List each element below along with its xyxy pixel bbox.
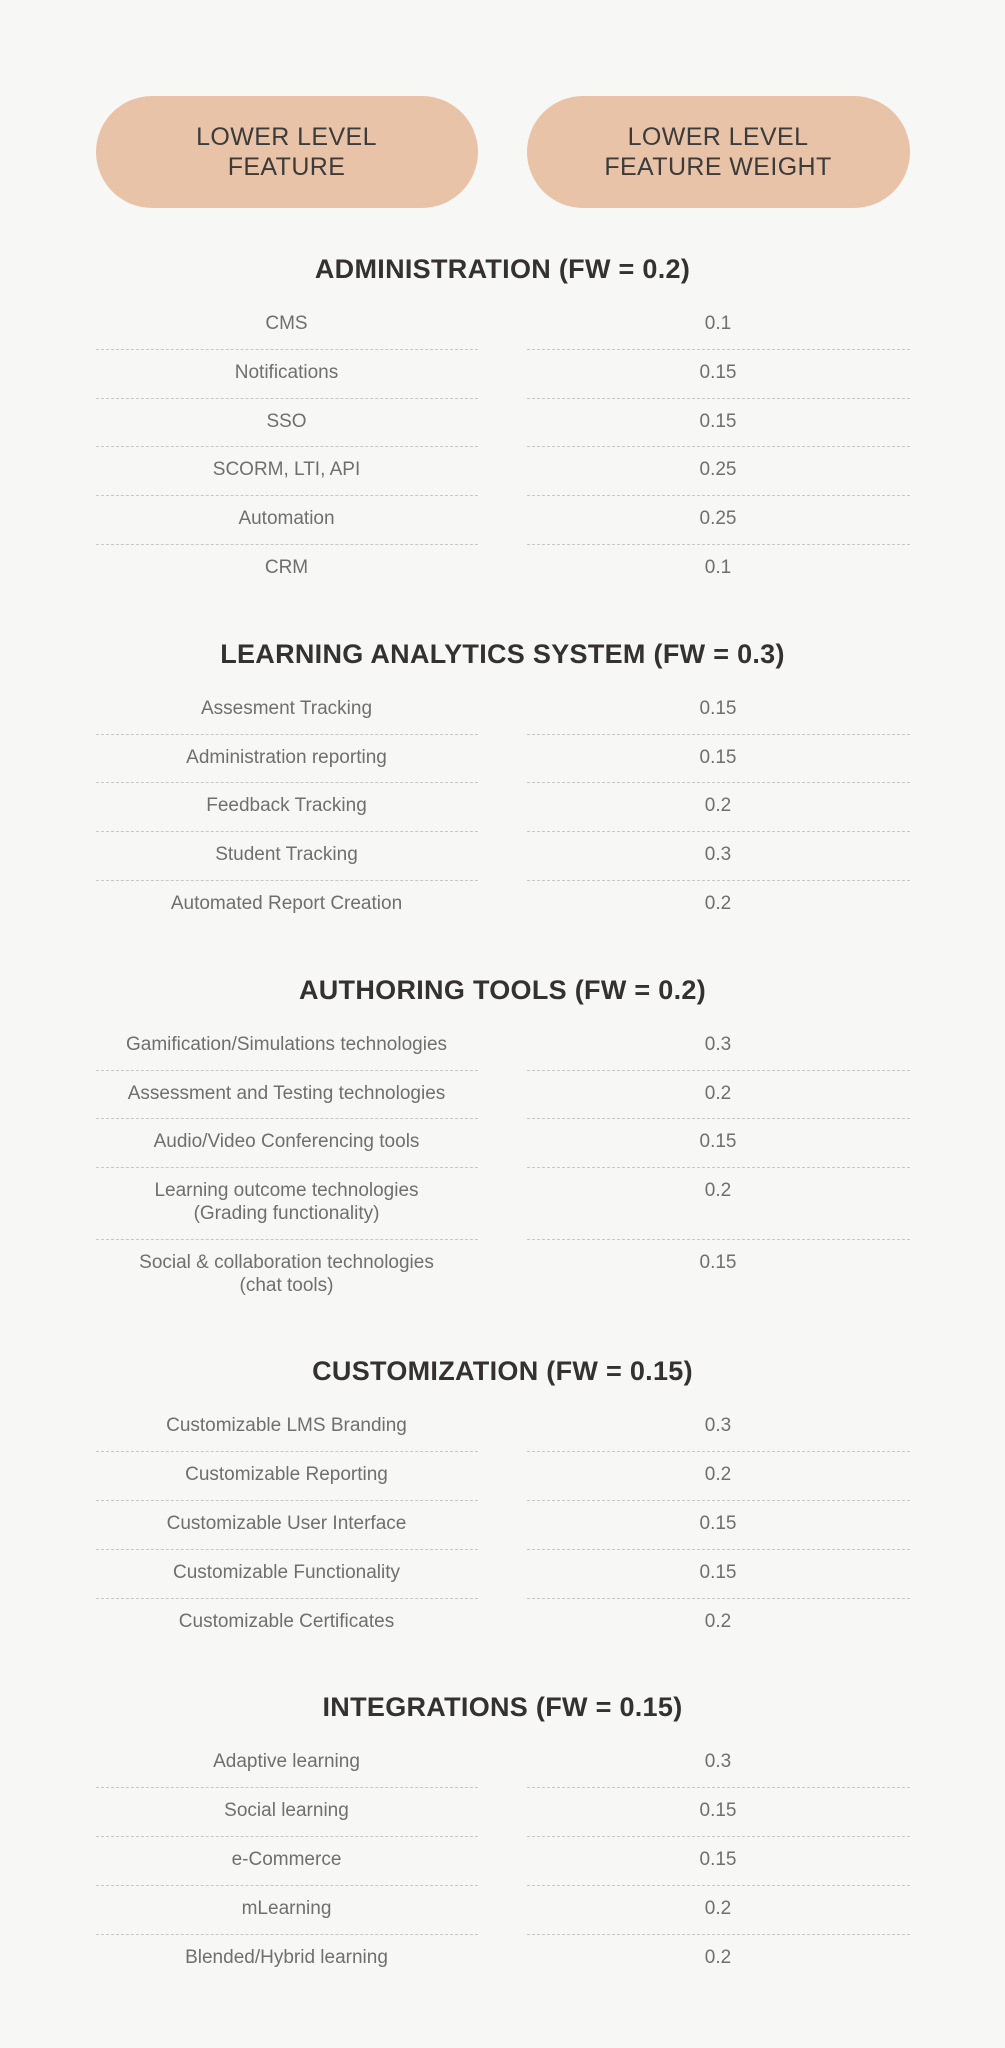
- feature-line: Social & collaboration technologies: [139, 1251, 434, 1273]
- feature-cell: [96, 1403, 478, 1452]
- feature-line: CRM: [264, 556, 309, 578]
- feature-cell: [96, 1837, 478, 1886]
- table-row: [96, 1022, 910, 1071]
- feature-line: mLearning: [241, 1897, 332, 1919]
- section-title-text: AUTHORING TOOLS (FW = 0.2): [298, 974, 707, 1005]
- section-rows: [96, 1739, 910, 1982]
- weight-cell: 0.2: [704, 1946, 732, 1968]
- feature-line: Customizable LMS Branding: [166, 1415, 407, 1437]
- feature-line: Gamification/Simulations technologies: [125, 1033, 448, 1055]
- feature-cell: [96, 496, 478, 545]
- table-row: [96, 1886, 910, 1935]
- table-row: [96, 1739, 910, 1788]
- section-authoring-tools-fw-0-2: [96, 975, 910, 1311]
- table-row: [96, 1837, 910, 1886]
- feature-line: Automation: [238, 508, 335, 530]
- pill-label-line1: LOWER LEVEL: [627, 122, 809, 151]
- feature-line: Customizable User Interface: [166, 1512, 407, 1534]
- table-row: [96, 1935, 910, 1983]
- weight-cell: 0.2: [527, 783, 910, 832]
- weight-cell: 0.2: [704, 1610, 732, 1632]
- feature-cell: [96, 1071, 478, 1120]
- feature-cell: [96, 832, 478, 881]
- feature-line: Assesment Tracking: [200, 697, 373, 719]
- feature-cell: [96, 301, 478, 350]
- feature-cell: [96, 1119, 478, 1168]
- header-pills: [96, 96, 910, 208]
- feature-line: Administration reporting: [186, 746, 387, 768]
- section-title: [96, 254, 910, 285]
- table-row: [96, 1403, 910, 1452]
- table-row: [96, 1168, 910, 1240]
- feature-line: Feedback Tracking: [206, 795, 367, 817]
- feature-cell: [96, 350, 478, 399]
- weight-cell: 0.3: [527, 1403, 910, 1452]
- table-row: [96, 1071, 910, 1120]
- weight-cell: 0.2: [527, 1071, 910, 1120]
- table-row: [96, 1452, 910, 1501]
- section-administration-fw-0-2: [96, 254, 910, 593]
- weight-cell: 0.15: [527, 1550, 910, 1599]
- feature-cell: [96, 1452, 478, 1501]
- feature-line: SSO: [266, 410, 307, 432]
- feature-line: (chat tools): [239, 1274, 334, 1296]
- pill-lower-level-feature: [96, 96, 478, 208]
- feature-cell: [96, 1935, 478, 1983]
- page: [96, 0, 910, 1982]
- feature-cell: [96, 447, 478, 496]
- feature-line: (Grading functionality): [193, 1202, 380, 1224]
- feature-cell: [96, 1739, 478, 1788]
- table-row: [96, 1119, 910, 1168]
- weight-cell: 0.3: [527, 1739, 910, 1788]
- weight-cell: 0.15: [527, 399, 910, 448]
- weight-cell: 0.25: [527, 496, 910, 545]
- feature-line: Automated Report Creation: [170, 892, 403, 914]
- table-row: [96, 447, 910, 496]
- feature-cell: [96, 1599, 478, 1647]
- feature-line: Learning outcome technologies: [154, 1180, 419, 1202]
- pill-label-line2: FEATURE WEIGHT: [604, 153, 832, 181]
- section-rows: [96, 301, 910, 593]
- weight-cell: 0.2: [704, 892, 732, 914]
- feature-cell: [96, 881, 478, 929]
- feature-line: Social learning: [224, 1800, 349, 1822]
- feature-line: Assessment and Testing technologies: [127, 1082, 446, 1104]
- table-row: [96, 1240, 910, 1311]
- feature-cell: [96, 545, 478, 593]
- sections: [96, 254, 910, 1982]
- section-integrations-fw-0-15: [96, 1692, 910, 1982]
- pill-label-line2: FEATURE: [227, 153, 346, 181]
- feature-line: e-Commerce: [231, 1848, 342, 1870]
- table-row: [96, 301, 910, 350]
- weight-cell: 0.2: [527, 1886, 910, 1935]
- table-row: [96, 783, 910, 832]
- table-row: [96, 399, 910, 448]
- weight-cell: 0.15: [527, 735, 910, 784]
- table-row: [96, 735, 910, 784]
- section-title: [96, 1692, 910, 1723]
- feature-cell: [96, 1886, 478, 1935]
- feature-line: Blended/Hybrid learning: [185, 1946, 388, 1968]
- weight-cell: 0.1: [704, 556, 732, 578]
- feature-cell: [96, 1550, 478, 1599]
- section-title: [96, 975, 910, 1006]
- table-row: [96, 1501, 910, 1550]
- weight-cell: 0.15: [527, 1788, 910, 1837]
- weight-cell: 0.15: [527, 350, 910, 399]
- feature-line: Audio/Video Conferencing tools: [153, 1131, 420, 1153]
- weight-cell: 0.1: [527, 301, 910, 350]
- table-row: [96, 545, 910, 593]
- pill-lower-level-feature-weight: [527, 96, 910, 208]
- table-row: [96, 686, 910, 735]
- pill-label-line1: LOWER LEVEL: [196, 122, 377, 151]
- section-title-text: CUSTOMIZATION (FW = 0.15): [312, 1356, 693, 1387]
- section-title: [96, 1356, 910, 1387]
- feature-line: Customizable Functionality: [172, 1561, 401, 1583]
- table-row: [96, 832, 910, 881]
- feature-cell: [96, 1022, 478, 1071]
- feature-line: CMS: [265, 313, 308, 334]
- weight-cell: 0.15: [527, 1501, 910, 1550]
- feature-cell: [96, 1501, 478, 1550]
- feature-cell: [96, 399, 478, 448]
- table-row: [96, 881, 910, 929]
- weight-cell: 0.2: [527, 1168, 910, 1240]
- feature-cell: [96, 783, 478, 832]
- feature-line: Adaptive learning: [213, 1751, 360, 1773]
- weight-cell: 0.3: [527, 832, 910, 881]
- feature-line: Customizable Certificates: [178, 1610, 395, 1632]
- section-rows: [96, 686, 910, 929]
- section-title-text: INTEGRATIONS (FW = 0.15): [322, 1692, 683, 1723]
- weight-cell: 0.15: [527, 1119, 910, 1168]
- weight-cell: 0.15: [527, 686, 910, 735]
- feature-line: Student Tracking: [215, 844, 358, 866]
- section-rows: [96, 1022, 910, 1311]
- feature-cell: [96, 1240, 478, 1311]
- table-row: [96, 1599, 910, 1647]
- table-row: [96, 496, 910, 545]
- weight-cell: 0.15: [699, 1251, 737, 1273]
- section-title-text: ADMINISTRATION (FW = 0.2): [314, 254, 691, 284]
- section-learning-analytics-system-fw-0-3: [96, 639, 910, 929]
- table-row: [96, 1550, 910, 1599]
- feature-cell: [96, 1168, 478, 1240]
- feature-line: Notifications: [234, 361, 339, 383]
- weight-cell: 0.15: [527, 1837, 910, 1886]
- table-row: [96, 1788, 910, 1837]
- section-title: [96, 639, 910, 670]
- weight-cell: 0.3: [527, 1022, 910, 1071]
- weight-cell: 0.2: [527, 1452, 910, 1501]
- feature-cell: [96, 686, 478, 735]
- feature-cell: [96, 1788, 478, 1837]
- section-customization-fw-0-15: [96, 1356, 910, 1646]
- feature-line: Customizable Reporting: [185, 1464, 388, 1486]
- table-row: [96, 350, 910, 399]
- feature-line: SCORM, LTI, API: [212, 459, 361, 481]
- weight-cell: 0.25: [527, 447, 910, 496]
- section-rows: [96, 1403, 910, 1646]
- feature-cell: [96, 735, 478, 784]
- section-title-text: LEARNING ANALYTICS SYSTEM (FW = 0.3): [220, 638, 785, 669]
